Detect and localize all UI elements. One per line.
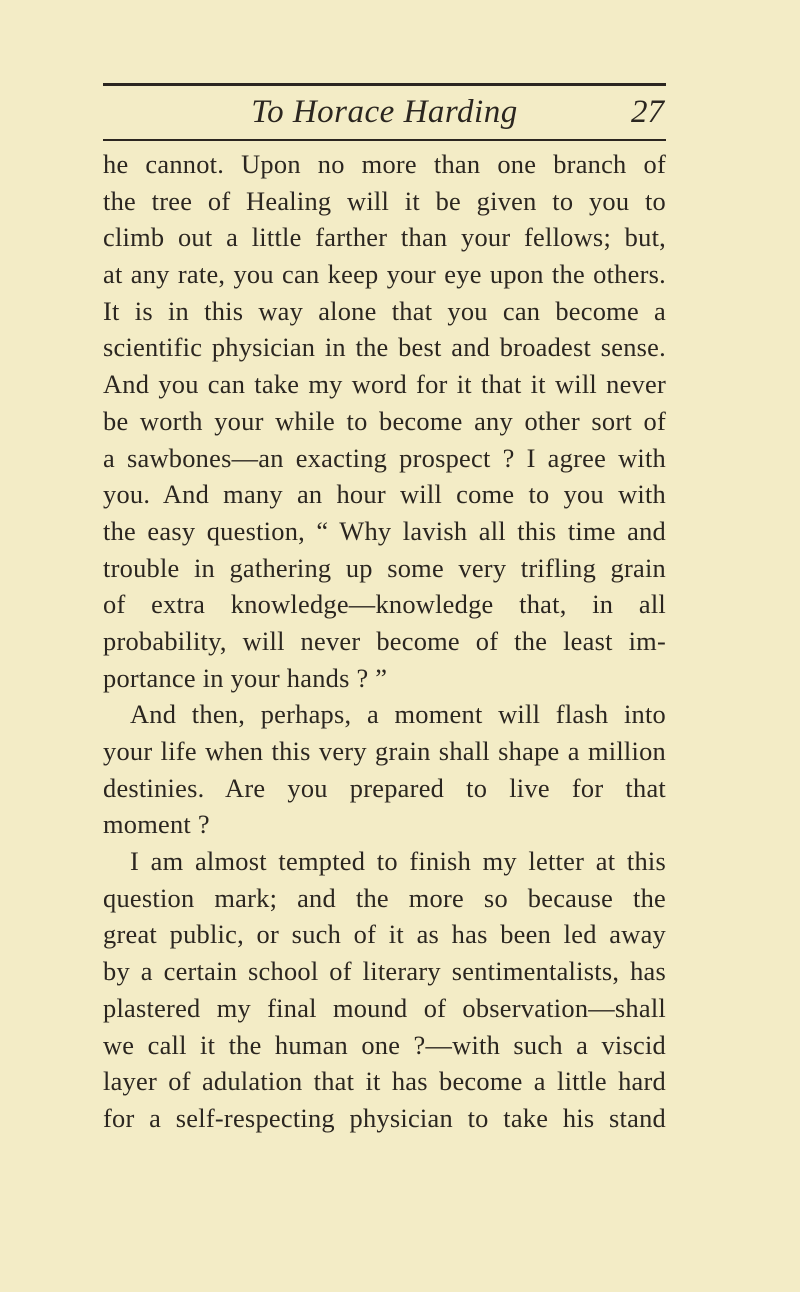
text-line: destinies. Are you prepared to live for that xyxy=(103,772,666,803)
text-line: by a certain school of literary sentimentalists, has xyxy=(103,956,666,987)
text-line: great public, or such of it as has been led away xyxy=(103,919,666,950)
text-line: trouble in gathering up some very trifling grain xyxy=(103,552,666,583)
text-line: at any rate, you can keep your eye upon the others. xyxy=(103,259,666,290)
header-rule-bottom xyxy=(103,139,666,141)
text-line: It is in this way alone that you can become a xyxy=(103,295,666,326)
text-line: we call it the human one ?—with such a viscid xyxy=(103,1029,666,1060)
text-line: And you can take my word for it that it will never xyxy=(103,369,666,400)
text-line: portance in your hands ? ” xyxy=(103,662,388,693)
text-line: he cannot. Upon no more than one branch of xyxy=(103,149,666,179)
text-line: probability, will never become of the least im- xyxy=(103,625,666,656)
text-line: And then, perhaps, a moment will flash into xyxy=(130,699,666,730)
text-line: layer of adulation that it has become a little hard xyxy=(103,1066,666,1097)
text-line: question mark; and the more so because the xyxy=(103,882,666,913)
text-line: the easy question, “ Why lavish all this time and xyxy=(103,515,666,546)
body-text xyxy=(103,146,666,1137)
text-line: plastered my final mound of observation—shall xyxy=(103,992,666,1023)
text-line: the tree of Healing will it be given to you to xyxy=(103,185,666,216)
page-number: 27 xyxy=(631,94,664,130)
running-title: To Horace Harding xyxy=(251,94,518,130)
text-line: climb out a little farther than your fellows; but, xyxy=(103,222,666,253)
text-line: be worth your while to become any other sort of xyxy=(103,405,666,436)
text-line: scientific physician in the best and broadest sense. xyxy=(103,332,666,363)
text-line: a sawbones—an exacting prospect ? I agree with xyxy=(103,442,666,473)
text-line: for a self-respecting physician to take his stand xyxy=(103,1102,666,1133)
text-line: of extra knowledge—knowledge that, in all xyxy=(103,589,666,620)
text-line: your life when this very grain shall shape a million xyxy=(103,736,666,766)
text-line: I am almost tempted to finish my letter at this xyxy=(130,846,666,877)
text-line: moment ? xyxy=(103,809,210,840)
running-header xyxy=(103,88,666,136)
text-line: you. And many an hour will come to you with xyxy=(103,479,666,510)
header-rule-top xyxy=(103,83,666,86)
